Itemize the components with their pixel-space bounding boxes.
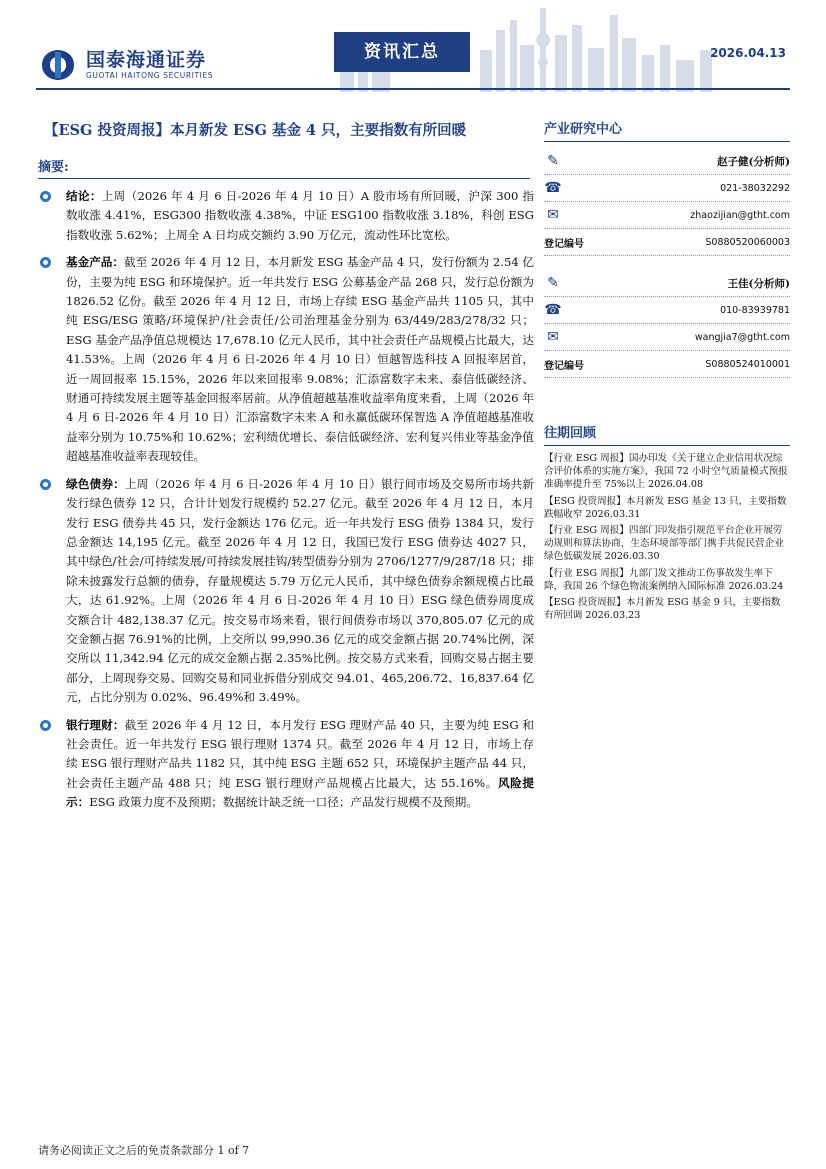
- reg-label: 登记编号: [544, 238, 584, 250]
- phone-icon: ☎: [544, 302, 562, 318]
- analyst-phone-row: [544, 297, 790, 324]
- pen-icon: ✎: [547, 275, 559, 291]
- analyst-email-row: [544, 324, 790, 351]
- bullet-icon: [40, 257, 51, 268]
- analyst-name: 赵子健(分析师): [717, 155, 790, 168]
- bullet-icon: [40, 479, 51, 490]
- past-reports-title: 往期回顾: [544, 422, 790, 446]
- summary-paragraph: [38, 187, 534, 245]
- past-report-item[interactable]: 【ESG 投资周报】本月新发 ESG 基金 13 只，主要指数跌幅收窄 2026.03.31: [544, 495, 787, 520]
- logo-text-en: GUOTAI HAITONG SECURITIES: [86, 71, 214, 80]
- analyst-reg-row: [544, 229, 790, 256]
- bullet-icon: [40, 720, 51, 731]
- research-center-title: 产业研究中心: [544, 118, 790, 142]
- summary-paragraph: [38, 475, 534, 708]
- paragraph-text: 截至 2026 年 4 月 12 日，本月新发 ESG 基金产品 4 只，发行份额为 2.54 亿份，主要为纯 ESG 和环境保护。近一年共发行 ESG 公募基金产品 268 只，发行总份额为 1826.52 亿份。截至 2026 年 4 月 12 日，市场上存续 ESG 基金产品共 1105 只，其中纯 ESG/ESG 策略/环境保护/社会责任/公司治理基金分别为 63/449/283/278/32 只；ESG 基金产品净值总规模达 17,678.10 亿元人民币，其中社会责任产品规模占比最大，达 41.53%。上周（2026 年 4 月 6 日-2026 年 4 月 10 日）恒越智选科技 A 回报率居首，近一周回报率 15.15%，2026 年以来回报率 9.08%；汇添富数字未来、泰信低碳经济、财通可持续发展主题等基金回报率居前。从净值超越基准收益率角度来看，上周（2026 年 4 月 6 日-2026 年 4 月 10 日）汇添富数字未来 A 和永赢低碳环保智选 A 净值超越基准收益率分别为 10.75%和 10.62%；宏利绩优增长、泰信低碳经济、宏利复兴伟业等基金净值超越基准收益率表现较佳。: [66, 255, 534, 464]
- email-icon: ✉: [547, 207, 559, 223]
- phone-icon: ☎: [544, 180, 562, 196]
- header-divider: [36, 88, 790, 90]
- past-report-item[interactable]: 【ESG 投资周报】本月新发 ESG 基金 9 只，主要指数有所回调 2026.03.23: [544, 597, 781, 622]
- abstract-heading: 摘要:: [38, 156, 530, 179]
- page-footer: 请务必阅读正文之后的免责条款部分 1 of 7: [38, 1144, 250, 1157]
- analyst-card: [544, 270, 790, 378]
- analyst-phone: 010-83939781: [720, 304, 790, 316]
- summary-paragraph: [38, 716, 534, 813]
- paragraph-text: 截至 2026 年 4 月 12 日，本月发行 ESG 理财产品 40 只，主要为纯 ESG 和社会责任。近一年共发行 ESG 银行理财 1374 只。截至 2026 年 4 月 12 日，市场上存续 ESG 银行理财产品共 1182 只，其中纯 ESG 主题 652 只，环境保护主题产品 44 只，社会责任主题产品 488 只；纯 ESG 银行理财产品规模占比最大，达 55.16%。: [66, 717, 534, 790]
- analyst-reg-row: [544, 351, 790, 378]
- analyst-email-row: [544, 202, 790, 229]
- analyst-name-row: [544, 270, 790, 297]
- bullet-icon: [40, 191, 51, 202]
- risk-lead: 风险提示：: [66, 775, 534, 810]
- report-title: 【ESG 投资周报】本月新发 ESG 基金 4 只，主要指数有所回暖: [44, 122, 467, 139]
- analyst-email[interactable]: zhaozijian@gtht.com: [690, 209, 790, 221]
- main-column: [38, 120, 534, 813]
- paragraph-text: 上周（2026 年 4 月 6 日-2026 年 4 月 10 日）A 股市场有所回暖，沪深 300 指数收涨 4.41%，ESG300 指数收涨 4.38%，中证 ESG100 指数收涨 3.18%，科创 ESG 指数收涨 5.62%；上周全 A 日均成交额约 3.90 万亿元，流动性环比宽松。: [66, 189, 534, 242]
- analyst-name-row: [544, 148, 790, 175]
- paragraph-text: 上周（2026 年 4 月 6 日-2026 年 4 月 10 日）银行间市场及交易所市场共新发行绿色债券 12 只，合计计划发行规模约 52.27 亿元。截至 2026 年 4 月 12 日，本月发行 ESG 债券共 45 只，发行金额达 176 亿元。近一年共发行 ESG 债券 1384 只，发行总金额达 14,195 亿元。截至 2026 年 4 月 12 日，我国已发行 ESG 债券达 4027 只，其中绿色/社会/可持续发展/可持续发展挂钩/转型债券分别为 2706/1277/9/287/18 只；排除未披露发行总额的债券，存量规模达 5.79 万亿元人民币，其中绿色债券余额规模占比最大，达 61.92%。上周（2026 年 4 月 6 日-2026 年 4 月 10 日）ESG 绿色债券周度成交额合计 482,138.37 亿元。按交易市场来看，银行间债券市场以 370,805.07 亿元的成交金额占据 76.91%的比例，上交所以 99,990.36 亿元的成交金额占据 20.74%比例，深交所以 11,342.94 亿元的成交金额占据 2.35%比例。按交易方式来看，回购交易占据主要部分，上周现券交易、回购交易和同业拆借分别成交 94.01、465,206.72、16,837.64 亿元，占比分别为 0.02%、96.49%和 3.49%。: [66, 476, 534, 705]
- analyst-phone-row: [544, 175, 790, 202]
- analyst-card: [544, 148, 790, 256]
- past-report-item[interactable]: 【行业 ESG 周报】四部门印发指引规范平台企业开展劳动规则和算法协商，生态环境部等部门携手共促民营企业绿色低碳发展 2026.03.30: [544, 525, 784, 563]
- summary-paragraph: [38, 253, 534, 466]
- risk-text: ESG 政策力度不及预期；数据统计缺乏统一口径；产品发行规模不及预期。: [89, 795, 478, 810]
- past-reports-list: [544, 452, 790, 622]
- report-date: 2026.04.13: [710, 46, 786, 60]
- analyst-reg: S0880524010001: [705, 358, 790, 370]
- pen-icon: ✎: [547, 153, 559, 169]
- paragraph-lead: 绿色债券：: [66, 476, 125, 491]
- side-column: [544, 118, 790, 625]
- analyst-phone: 021-38032292: [720, 182, 790, 194]
- paragraph-lead: 银行理财：: [66, 717, 125, 732]
- reg-label: 登记编号: [544, 360, 584, 372]
- email-icon: ✉: [547, 329, 559, 345]
- logo-text-cn: 国泰海通证券: [86, 49, 207, 71]
- paragraph-lead: 基金产品：: [66, 255, 124, 270]
- analyst-name: 王佳(分析师): [727, 277, 790, 290]
- report-type-badge: 资讯汇总: [334, 32, 470, 72]
- paragraph-lead: 结论：: [66, 189, 102, 203]
- past-report-item[interactable]: 【行业 ESG 周报】九部门发文推动工伤事故发生率下降，我国 26 个绿色物流案例纳入国际标准 2026.03.24: [544, 567, 784, 592]
- page-header: [0, 0, 826, 92]
- analyst-reg: S0880520060003: [705, 236, 790, 248]
- analyst-email[interactable]: wangjia7@gtht.com: [694, 331, 790, 343]
- logo-mark-icon: [38, 48, 78, 82]
- company-logo: [38, 48, 213, 82]
- past-report-item[interactable]: 【行业 ESG 周报】国办印发《关于建立企业信用状况综合评价体系的实施方案》，我国 72 小时空气质量模式预报准确率提升至 75%以上 2026.04.08: [544, 453, 788, 491]
